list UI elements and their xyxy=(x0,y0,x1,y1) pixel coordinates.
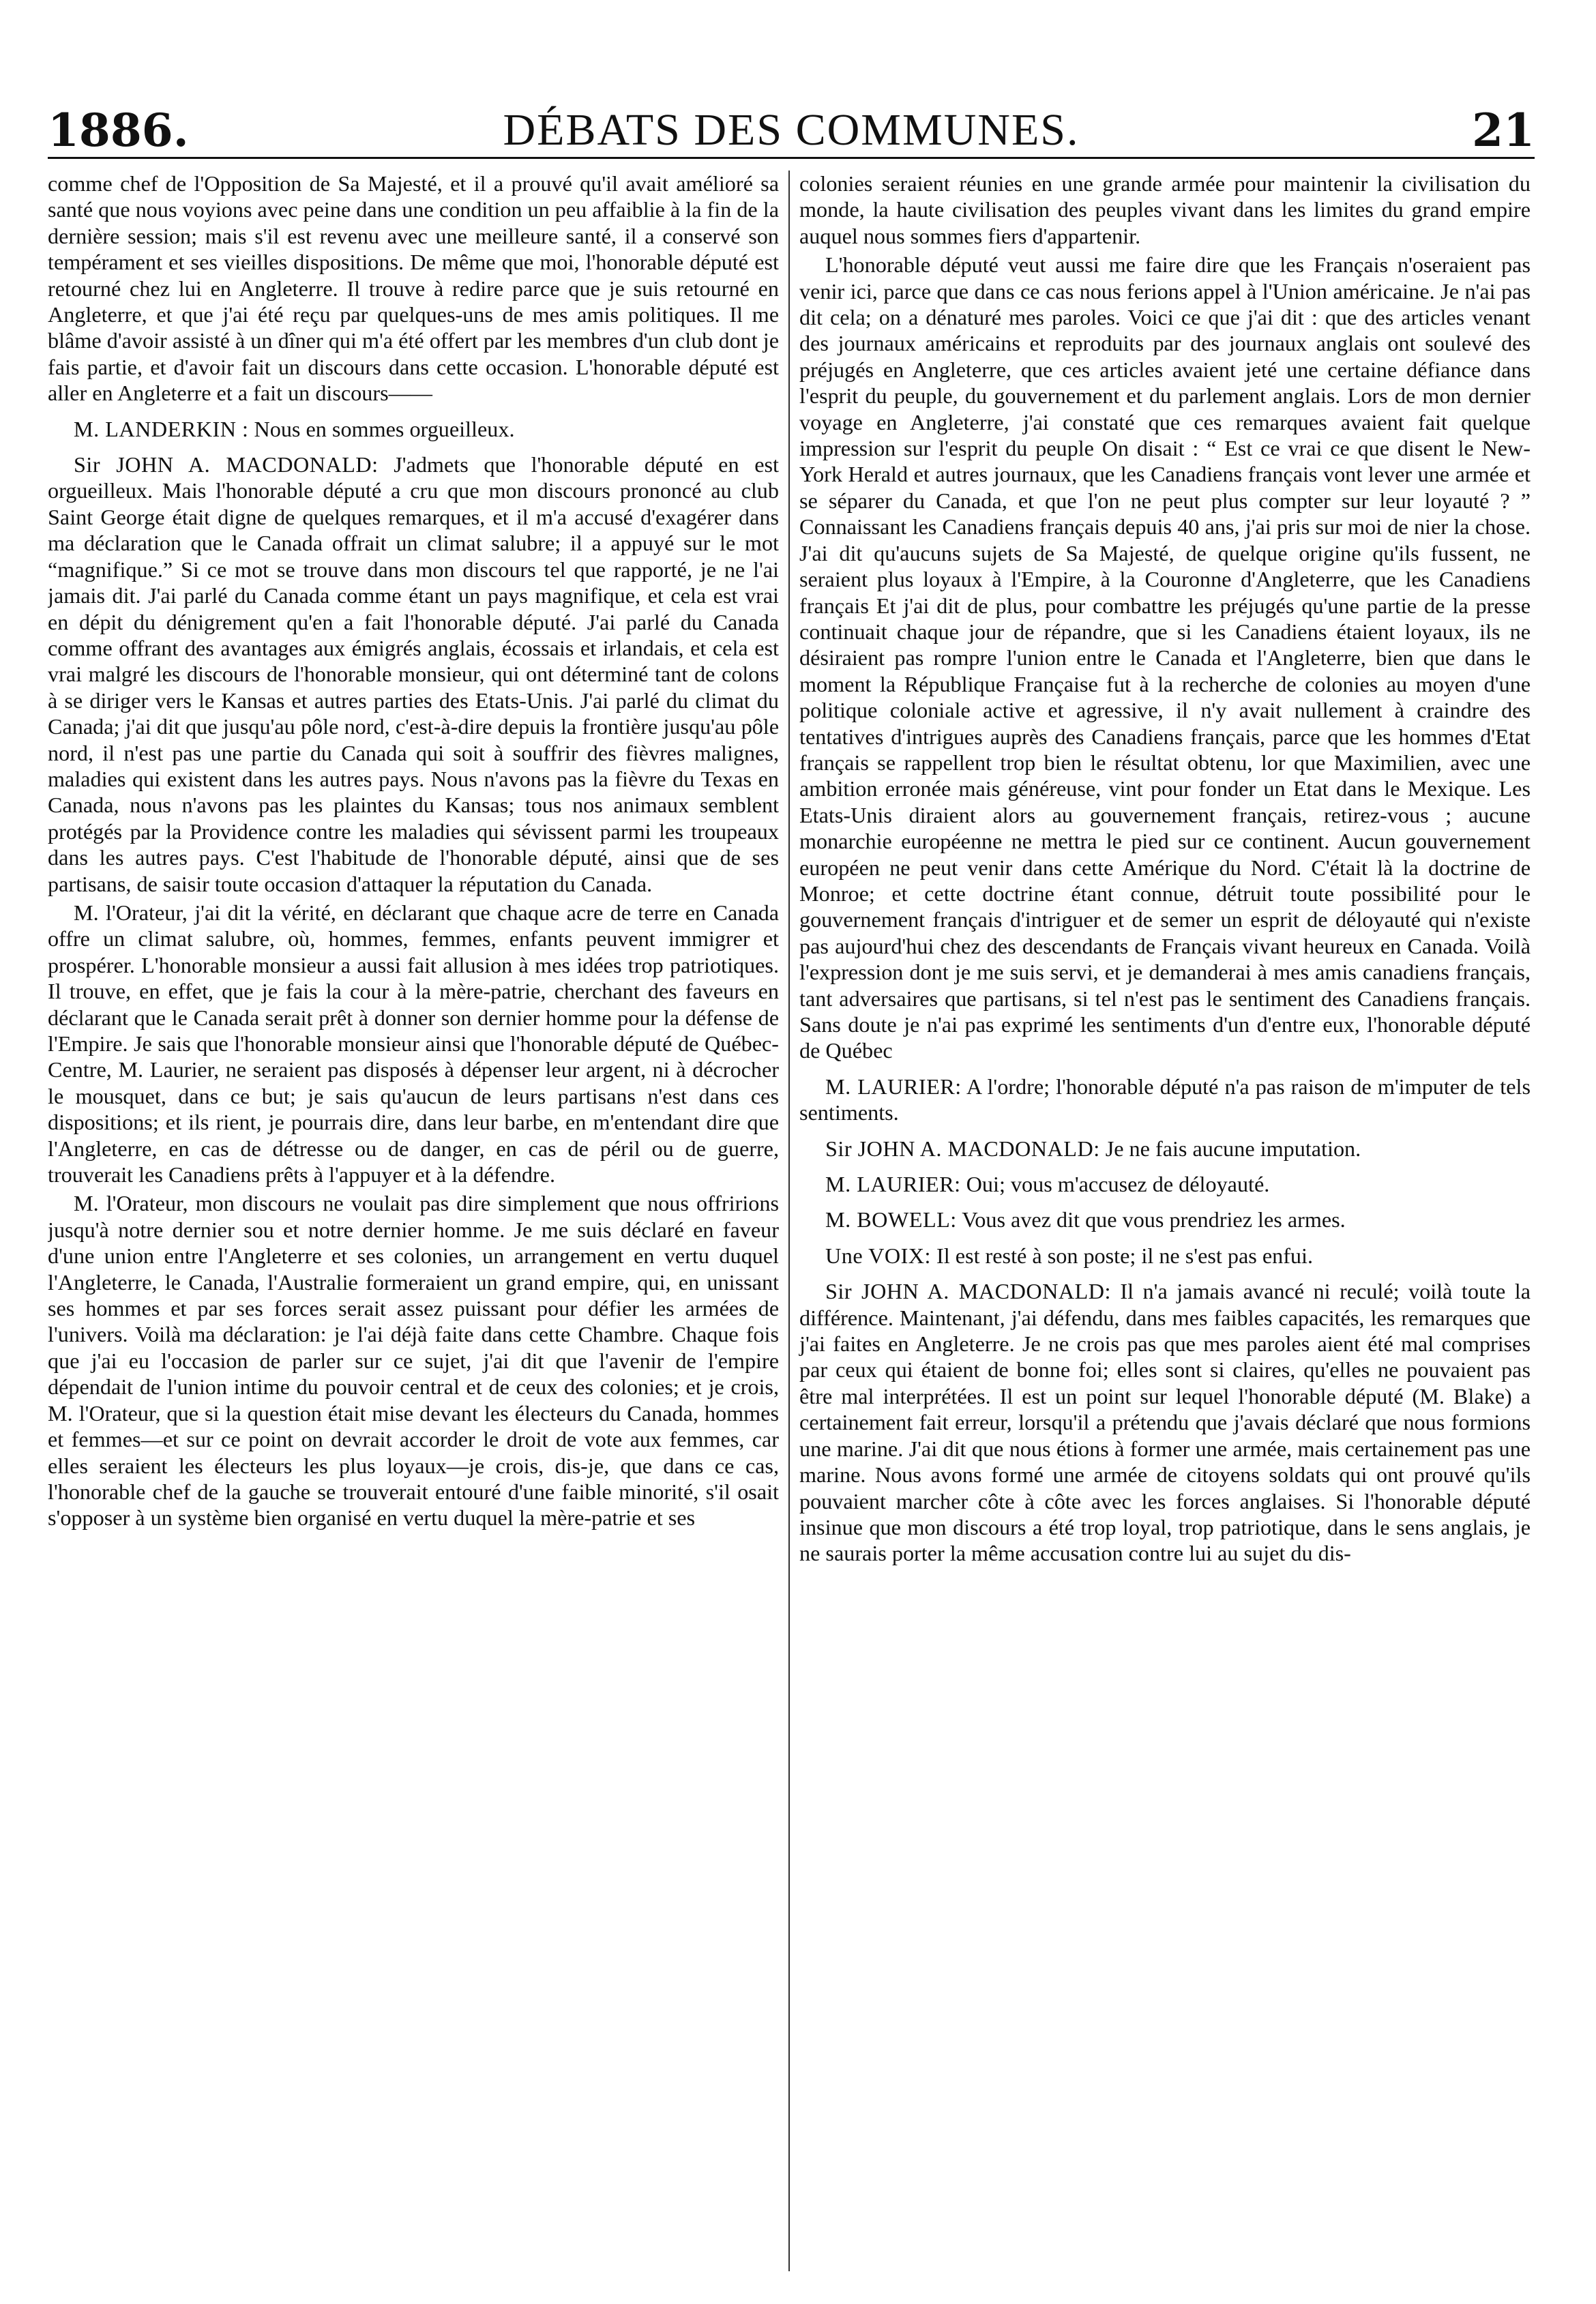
paragraph: M. l'Orateur, mon discours ne voulait pas dire simplement que nous offririons jusqu'à notre dernier sou et notre dernier homme. Je me suis déclaré en faveur d'une union entre l'Angleterre et ses colonies, un arrangement en vertu duquel l'Angleterre, le Canada, l'Australie formeraient un grand empire, qui, en unissant ses hommes et par ses forces serait assez puissant pour défier les armées de l'univers. Voilà ma déclaration: je l'ai déjà faite dans cette Chambre. Chaque fois que j'ai eu l'occasion de parler sur ce sujet, j'ai dit que l'avenir de l'empire dépendait de l'union intime du pouvoir central et de ceux des colonies; et je crois, M. l'Orateur, que si la question était mise devant les électeurs du Canada, hommes et femmes—et sur ce point on devrait accorder le droit de vote aux femmes, car elles seraient les électeurs les plus loyaux—je crois, dis-je, que dans ce cas, l'honorable chef de la gauche se trouverait entouré d'une faible minorité, s'il osait s'opposer à un système bien organisé en vertu duquel la mère-patrie et ses xyxy=(48,1191,779,1531)
paragraph: M. LAURIER: Oui; vous m'accusez de déloyauté. xyxy=(825,1172,1270,1197)
paragraph: M. BOWELL: Vous avez dit que vous prendriez les armes. xyxy=(825,1207,1346,1232)
speaker-name: Sir JOHN A. MACDONALD: xyxy=(825,1136,1100,1161)
speaker-name: M. LAURIER: xyxy=(825,1074,962,1099)
paragraph: Sir JOHN A. MACDONALD: Je ne fais aucune imputation. xyxy=(825,1136,1361,1161)
speaker-name: M. BOWELL: xyxy=(825,1207,957,1232)
paragraph: colonies seraient réunies en une grande armée pour maintenir la civilisation du monde, la haute civilisation des peuples vivant dans les limites du grand empire auquel nous sommes fiers d'appartenir. xyxy=(799,171,1531,248)
speaker-name: Sir JOHN A. MACDONALD: xyxy=(74,452,379,477)
paragraph: M. LANDERKIN : Nous en sommes orgueilleux. xyxy=(74,416,515,441)
paragraph: Sir JOHN A. MACDONALD: J'admets que l'honorable député en est orgueilleux. Mais l'honorable député a cru que mon discours prononcé au club Saint George était digne de quelques remarques, et il m'a accusé d'exagérer dans ma déclaration que le Canada offrait un climat salubre; il a appuyé sur le mot “magnifique.” Si ce mot se trouve dans mon discours tel que rapporté, je ne l'ai jamais dit. J'ai parlé du Canada comme étant un pays magnifique, et cela est vrai en dépit du dénigrement qu'en a fait l'honorable député. J'ai parlé du Canada comme offrant des avantages aux émigrés anglais, écossais et irlandais, et cela est vrai malgré les discours de l'honorable monsieur, qui ont déterminé tant de colons à se diriger vers le Kansas et autres parties des Etats-Unis. J'ai parlé du climat du Canada; j'ai dit que jusqu'au pôle nord, c'est-à-dire depuis la frontière jusqu'au pôle nord, il n'est pas une partie du Canada qui soit à souffrir des fièvres malignes, maladies qui existent dans les autres pays. Nous n'avons pas la fièvre du Texas en Canada, nous n'avons pas les plaintes du Kansas; tous nos animaux semblent protégés par la Providence contre les maladies qui sévissent parmi les troupeaux dans les autres pays. C'est l'habitude de l'honorable député, ainsi que de ses partisans, de saisir toute occasion d'attaquer la réputation du Canada. xyxy=(48,452,779,896)
speaker-name: M. LANDERKIN : xyxy=(74,416,249,441)
paragraph: comme chef de l'Opposition de Sa Majesté, et il a prouvé qu'il avait amélioré sa santé que nous voyions avec peine dans une condition un peu affaiblie à la fin de la dernière session; mais s'il est revenu avec une meilleure santé, il a conservé son tempérament et ses vieilles dispositions. De même que moi, l'honorable député est retourné chez lui en Angleterre. Il trouve à redire parce que je suis retourné en Angleterre, et que j'ai été reçu par quelques-uns de mes amis politiques. Il me blâme d'avoir assisté à un dîner qui m'a été offert par les membres d'un club dont je fais partie, et d'avoir fait un discours dans cette occasion. L'honorable député est aller en Angleterre et a fait un discours—— xyxy=(48,171,779,406)
paragraph: Sir JOHN A. MACDONALD: Il n'a jamais avancé ni reculé; voilà toute la différence. Maintenant, j'ai défendu, dans mes faibles capacités, les remarques que j'ai faites en Angleterre. Je ne crois pas que mes paroles aient été mal comprises par ceux qui étaient de bonne foi; elles sont si claires, qu'elles ne pouvaient pas être mal interprétées. Il est un point sur lequel l'honorable député (M. Blake) a certainement fait erreur, lorsqu'il a prétendu que j'avais déclaré que nous formions une marine. J'ai dit que nous étions à former une armée, mais certainement pas une marine. Nous avons formé une armée de citoyens soldats qui ont prouvé qu'ils pouvaient marcher côte à côte avec les forces anglaises. Si l'honorable député insinue que mon discours a été trop loyal, trop patriotique, dans le sens anglais, je ne saurais porter la même accusation contre lui au sujet du dis- xyxy=(799,1279,1531,1566)
left-column xyxy=(48,171,788,2271)
header-title: DÉBATS DES COMMUNES. xyxy=(503,105,1080,155)
header-year: 1886. xyxy=(48,104,189,157)
paragraph: Une VOIX: Il est resté à son poste; il ne s'est pas enfui. xyxy=(825,1243,1314,1268)
newspaper-page xyxy=(48,102,1535,2271)
paragraph: M. l'Orateur, j'ai dit la vérité, en déclarant que chaque acre de terre en Canada offre un climat salubre, où, hommes, femmes, enfants peuvent immigrer et prospérer. L'honorable monsieur a aussi fait allusion à mes idées trop patriotiques. Il trouve, en effet, que je fais la cour à la mère-patrie, cherchant des faveurs en déclarant que le Canada serait prêt à donner son dernier homme pour la défense de l'Empire. Je sais que l'honorable monsieur ainsi que l'honorable député de Québec-Centre, M. Laurier, ne seraient pas disposés à dépenser leur argent, ni à décrocher le mousquet, dans ce but; je sais qu'aucun de leurs partisans n'est dans ces dispositions; et ils rient, je pourrais dire, dans leur barbe, en m'entendant dire que l'Angleterre, en cas de détresse ou de danger, en cas de péril ou de guerre, trouverait les Canadiens prêts à l'appuyer et à la défendre. xyxy=(48,900,779,1187)
paragraph: M. LAURIER: A l'ordre; l'honorable député n'a pas raison de m'imputer de tels sentiments. xyxy=(799,1074,1531,1125)
speaker-name: M. LAURIER: xyxy=(825,1172,961,1197)
right-column xyxy=(790,171,1531,2271)
page-number: 21 xyxy=(1472,104,1535,157)
text-columns xyxy=(48,171,1535,2271)
speaker-name: Une VOIX: xyxy=(825,1243,931,1268)
speaker-name: Sir JOHN A. MACDONALD: xyxy=(825,1279,1111,1304)
paragraph: L'honorable député veut aussi me faire dire que les Français n'oseraient pas venir ici, parce que dans ce cas nous ferions appel à l'Union américaine. Je n'ai pas dit cela; on a dénaturé mes paroles. Voici ce que j'ai dit : que des articles venant des journaux américains et reproduits par des journaux anglais ont soulevé des préjugés en Angleterre, que ces articles avaient jeté une certaine défiance dans l'esprit du peuple, du gouvernement et du parlement anglais. Lors de mon dernier voyage en Angleterre, j'ai constaté que ces remarques avaient fait quelque impression sur l'esprit du peuple On disait : “ Est ce vrai ce que disent le New-York Herald et autres journaux, que les Canadiens français vont lever une armée et se séparer du Canada, et que l'on ne peut plus compter sur leur loyauté ? ” Connaissant les Canadiens français depuis 40 ans, j'ai pris sur moi de nier la chose. J'ai dit qu'aucuns sujets de Sa Majesté, de quelque origine qu'ils fussent, ne seraient plus loyaux à l'Empire, à la Couronne d'Angleterre, que les Canadiens français Et j'ai dit de plus, pour combattre les préjugés qu'une partie de la presse continuait chaque jour de répandre, que si les Canadiens étaient loyaux, ils ne désiraient pas rompre l'union entre le Canada et l'Angleterre, bien que dans le moment la République Française fut à la recherche de colonies au moyen d'une politique coloniale active et agressive, il n'y avait nullement à craindre des tentatives d'intrigues auprès des Canadiens français, parce que les hommes d'Etat français se rappellent trop bien le résultat obtenu, lor que Maximilien, avec une ambition erronée mais généreuse, vint pour fonder un Etat dans le Mexique. Les Etats-Unis diraient alors au gouvernement français, retirez-vous ; aucune monarchie européenne ne mettra le pied sur ce continent. Aucun gouvernement européen ne peut venir dans cette Amérique du Nord. C'était là la doctrine de Monroe; et cette doctrine étant connue, détruit toute possibilité pour le gouvernement français d'intriguer et de semer un esprit de déloyauté qui n'existe pas aujourd'hui chez des descendants de Français vivant heureux en Canada. Voilà l'expression dont je me suis servi, et je demanderai à mes amis canadiens français, tant adversaires que partisans, si tel n'est pas le sentiment des Canadiens français. Sans doute je n'ai pas exprimé les sentiments d'un d'entre eux, l'honorable député de Québec xyxy=(799,252,1531,1063)
page-header xyxy=(48,102,1535,159)
